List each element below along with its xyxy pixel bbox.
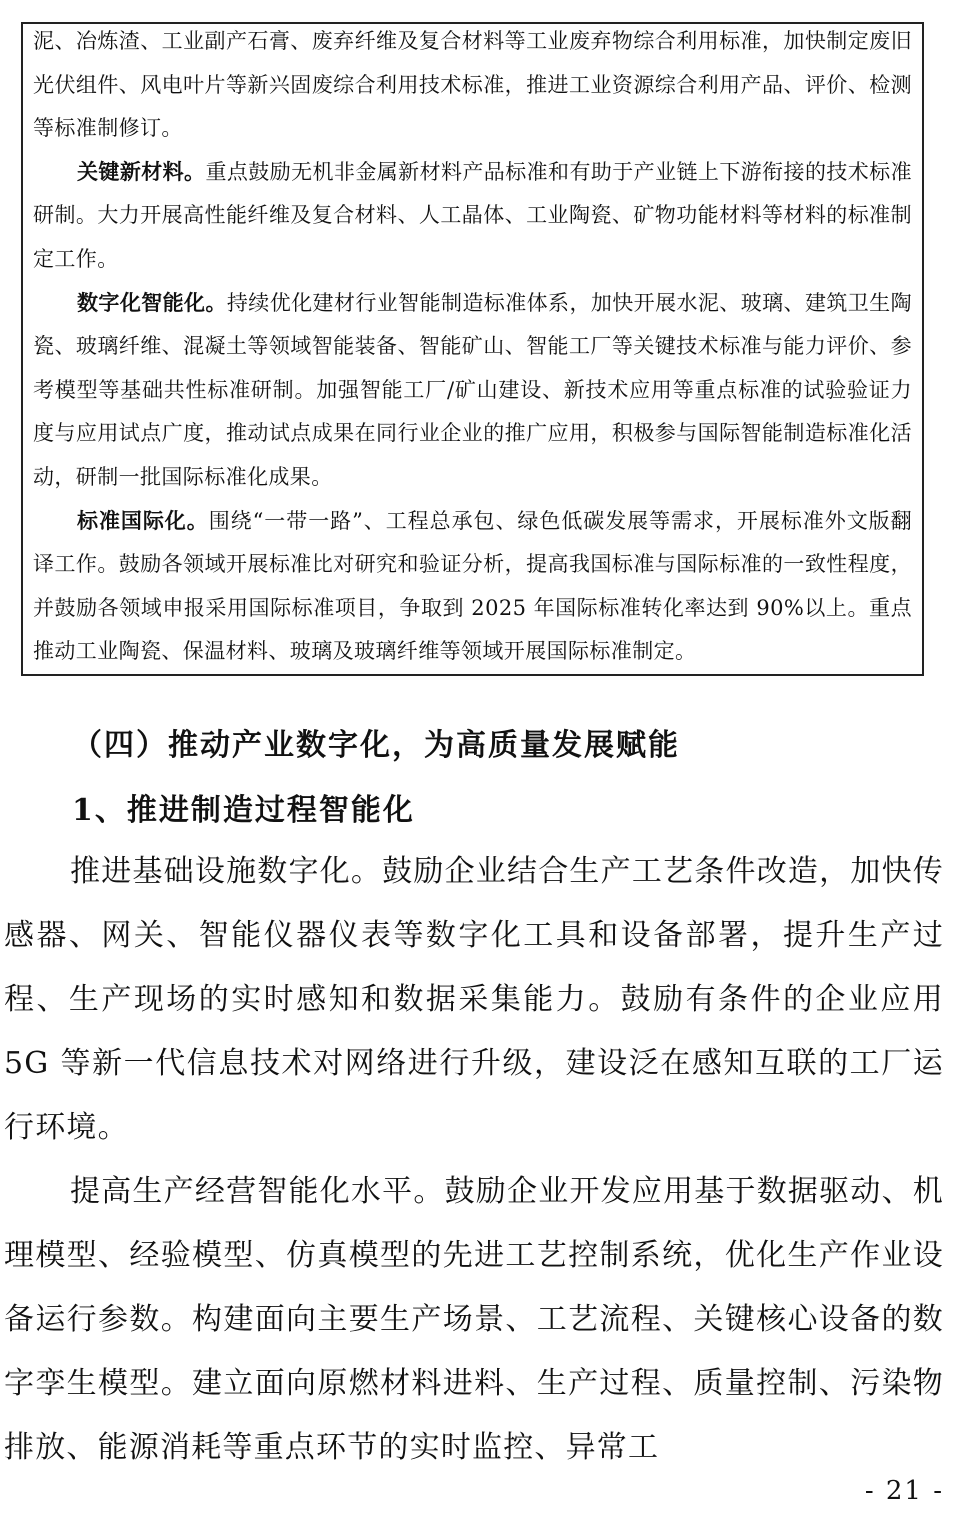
body-paragraph-operations: 提高生产经营智能化水平。鼓励企业开发应用基于数据驱动、机理模型、经验模型、仿真模型的先进工艺控制系统，优化生产作业设备运行参数。构建面向主要生产场景、工艺流程、关键核心设备的数字孪生模型。建立面向原燃材料进料、生产过程、质量控制、污染物排放、能源消耗等重点环节的实时监控、异常工: [4, 1174, 944, 1465]
box-item-digital-intelligent: [33, 282, 912, 500]
section-heading: （四）推动产业数字化，为高质量发展赋能: [72, 728, 680, 763]
box-item-internationalization: [33, 500, 912, 674]
box-item-text: 重点鼓励无机非金属新材料产品标准和有助于产业链上下游衔接的技术标准研制。大力开展高性能纤维及复合材料、人工晶体、工业陶瓷、矿物功能材料等材料的标准制定工作。: [33, 159, 912, 271]
boxed-standards-section: [21, 22, 924, 676]
box-item-text: 持续优化建材行业智能制造标准体系，加快开展水泥、玻璃、建筑卫生陶瓷、玻璃纤维、混凝土等领域智能装备、智能矿山、智能工厂等关键技术标准与能力评价、参考模型等基础共性标准研制。加强智能工厂/矿山建设、新技术应用等重点标准的试验验证力度与应用试点广度，推动试点成果在同行业企业的推广应用，积极参与国际智能制造标准化活动，研制一批国际标准化成果。: [33, 290, 912, 489]
box-item-text: 围绕“一带一路”、工程总承包、绿色低碳发展等需求，开展标准外文版翻译工作。鼓励各领域开展标准比对研究和验证分析，提高我国标准与国际标准的一致性程度，并鼓励各领域申报采用国际标准项目，争取到 2025 年国际标准转化率达到 90%以上。重点推动工业陶瓷、保温材料、玻璃及玻璃纤维等领域开展国际标准制定。: [33, 508, 912, 664]
box-continuation-text: 泥、冶炼渣、工业副产石膏、废弃纤维及复合材料等工业废弃物综合利用标准，加快制定废旧光伏组件、风电叶片等新兴固废综合利用技术标准，推进工业资源综合利用产品、评价、检测等标准制修订。: [33, 29, 912, 141]
box-item-key-materials: [33, 151, 912, 282]
page-number: - 21 -: [864, 1476, 944, 1506]
box-item-title: 数字化智能化。: [77, 290, 227, 315]
box-item-title: 标准国际化。: [77, 508, 209, 533]
box-item-title: 关键新材料。: [77, 159, 206, 184]
body-paragraph-infrastructure: 推进基础设施数字化。鼓励企业结合生产工艺条件改造，加快传感器、网关、智能仪器仪表等数字化工具和设备部署，提升生产过程、生产现场的实时感知和数据采集能力。鼓励有条件的企业应用 5G 等新一代信息技术对网络进行升级，建设泛在感知互联的工厂运行环境。: [4, 854, 944, 1145]
subsection-heading: 1、推进制造过程智能化: [72, 793, 415, 828]
